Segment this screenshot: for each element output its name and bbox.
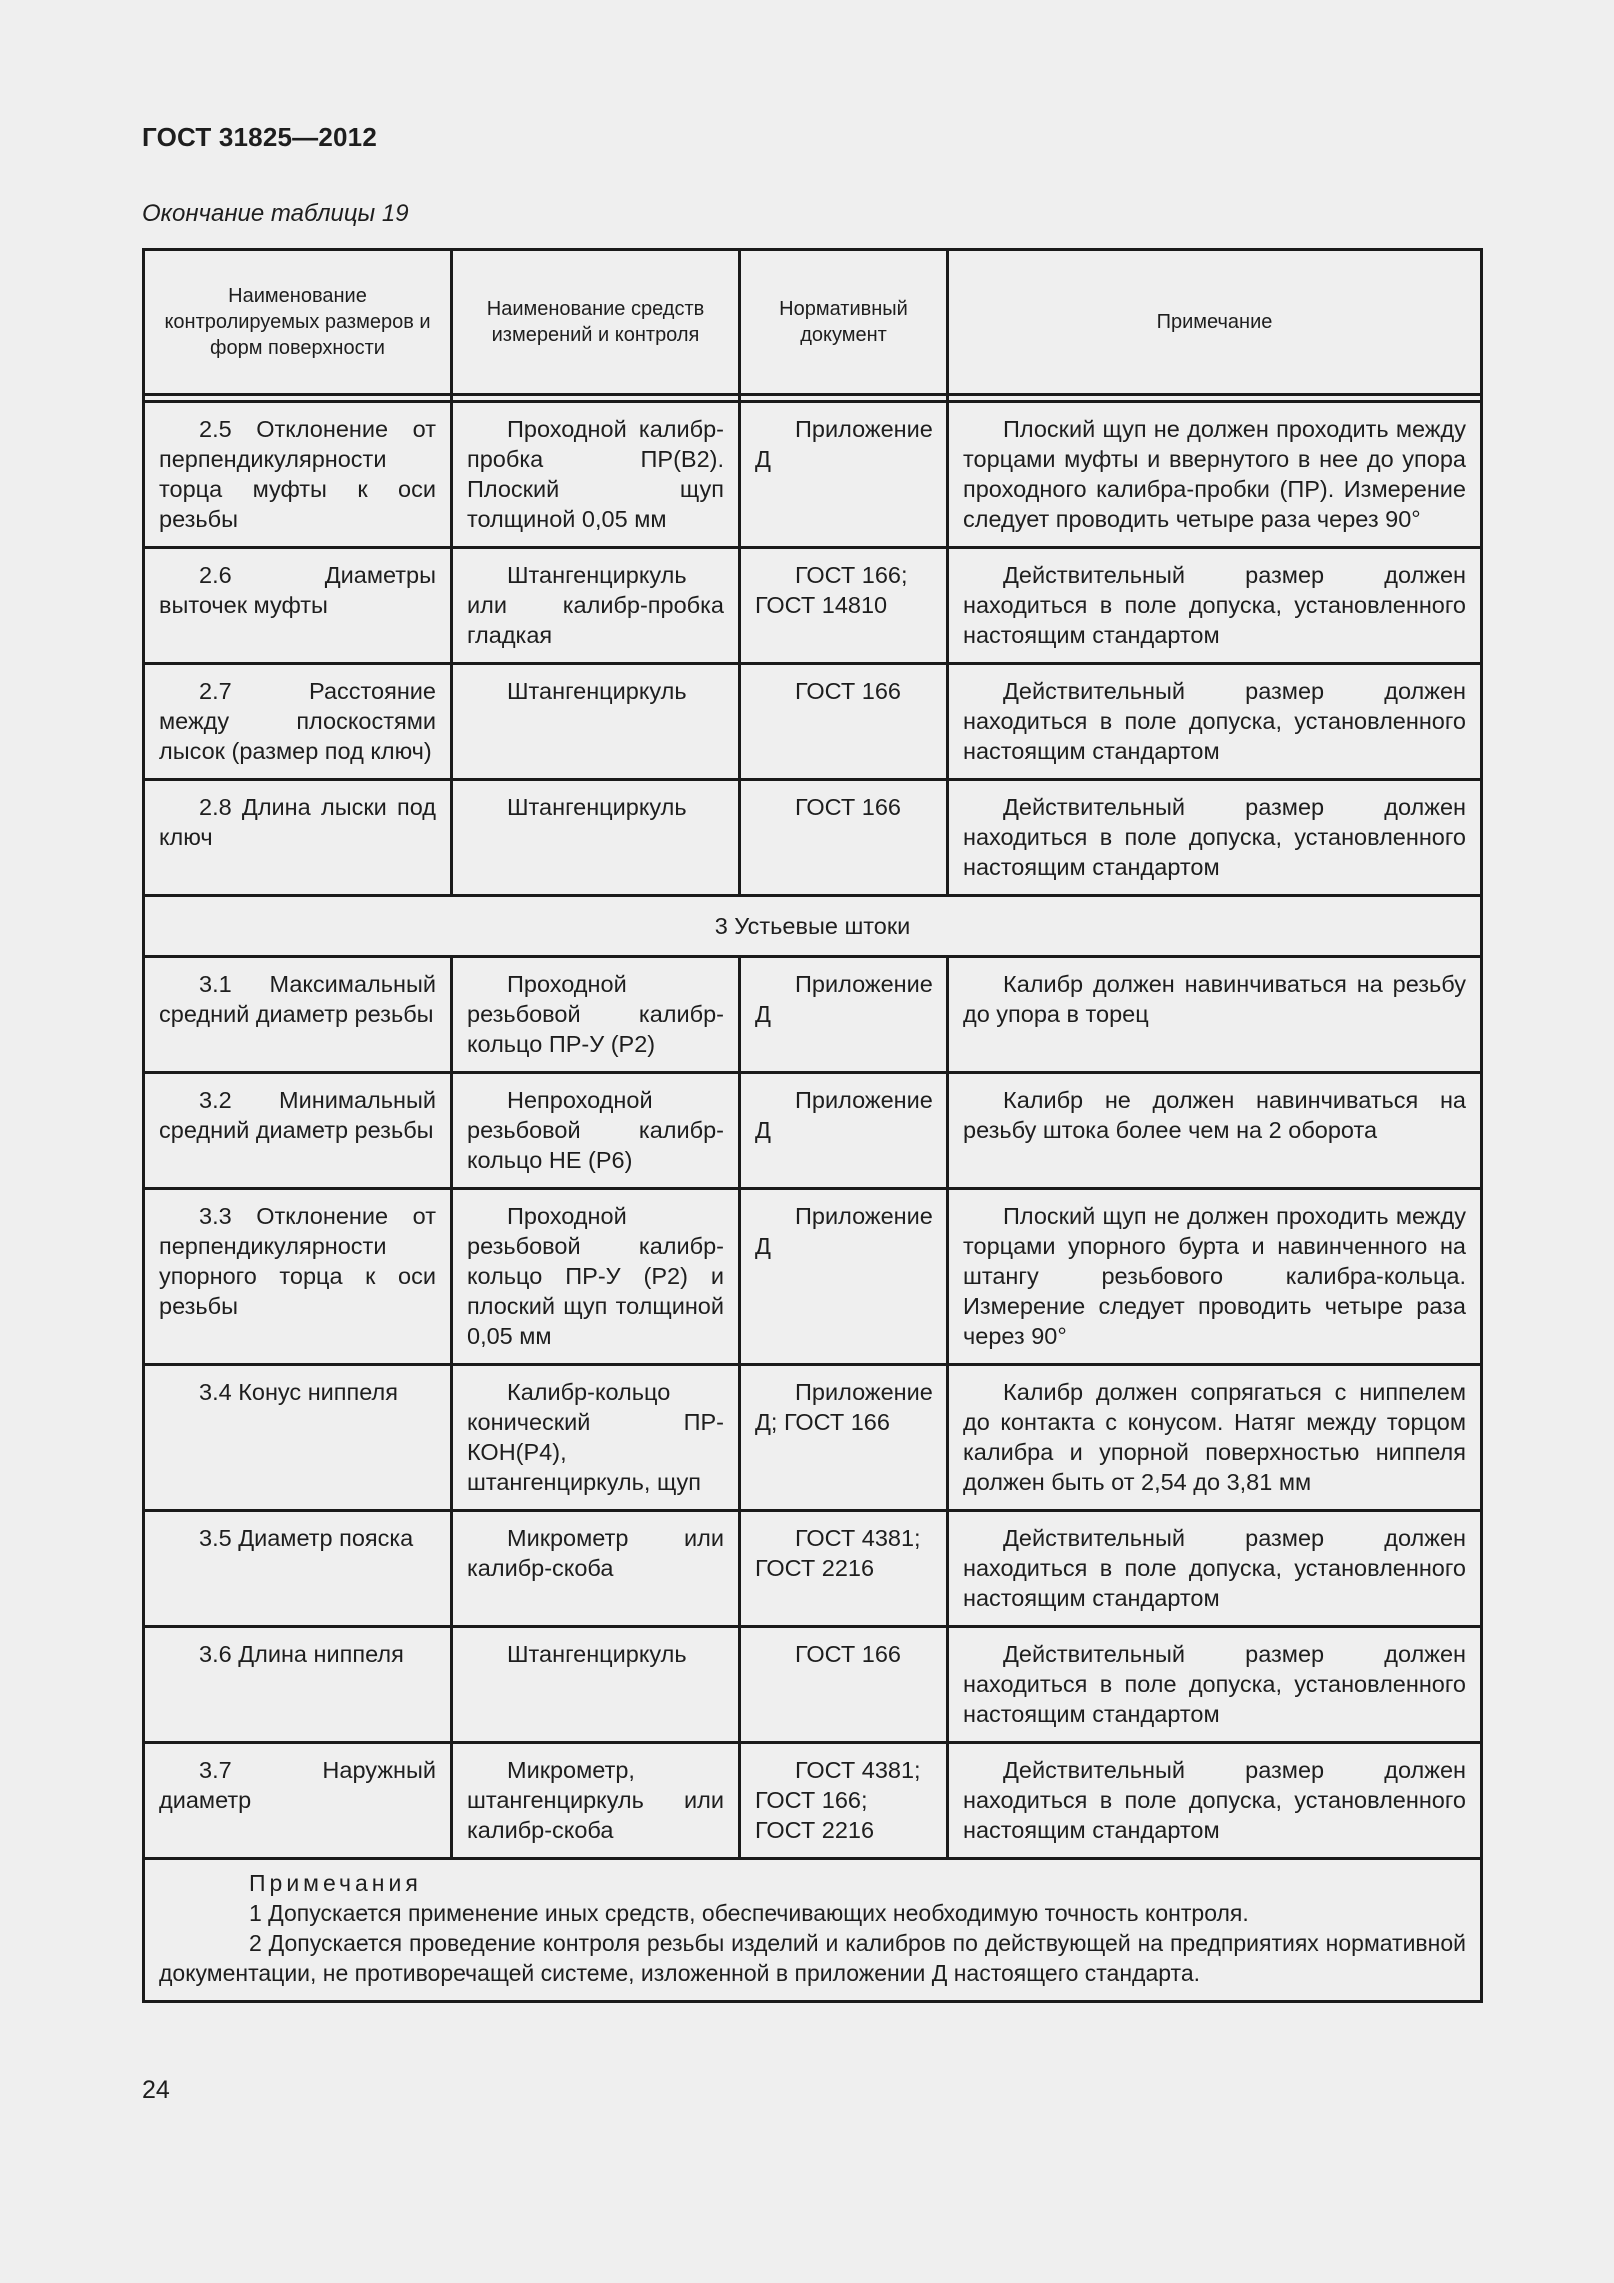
table-row xyxy=(144,957,1482,1073)
cell-dimension-name: 2.7 Расстояние между плоскостями лысок (размер под ключ) xyxy=(144,664,452,780)
cell-note: Действительный размер должен находиться в поле допуска, установленного настоящим стандартом xyxy=(948,548,1482,664)
cell-dimension-name: 2.8 Длина лыски под ключ xyxy=(144,780,452,896)
cell-note: Плоский щуп не должен проходить между торцами муфты и ввернутого в нее до упора проходного калибра-пробки (ПР). Измерение следует проводить четыре раза через 90° xyxy=(948,402,1482,548)
table-row xyxy=(144,1073,1482,1189)
table-body-section-3 xyxy=(144,957,1482,1859)
cell-dimension-name: 3.4 Конус ниппеля xyxy=(144,1365,452,1511)
notes-cell xyxy=(144,1859,1482,2002)
cell-normative-document: Приложение Д xyxy=(740,1073,948,1189)
cell-note: Действительный размер должен находиться в поле допуска, установленного настоящим стандартом xyxy=(948,1511,1482,1627)
cell-dimension-name: 3.2 Минимальный средний диаметр резьбы xyxy=(144,1073,452,1189)
cell-measuring-tool: Проходной резьбовой калибр-кольцо ПР-У (Р2) и плоский щуп толщиной 0,05 мм xyxy=(452,1189,740,1365)
column-header-dimension: Наименование контролируемых размеров и форм поверхности xyxy=(144,250,452,395)
table-body-section-2 xyxy=(144,402,1482,896)
cell-dimension-name: 3.3 Отклонение от перпендикулярности упорного торца к оси резьбы xyxy=(144,1189,452,1365)
cell-normative-document: ГОСТ 166 xyxy=(740,780,948,896)
cell-note: Действительный размер должен находиться в поле допуска, установленного настоящим стандартом xyxy=(948,780,1482,896)
cell-note: Плоский щуп не должен проходить между торцами упорного бурта и навинченного на штангу резьбового калибра-кольца. Измерение следует проводить четыре раза через 90° xyxy=(948,1189,1482,1365)
cell-measuring-tool: Микрометр или калибр-скоба xyxy=(452,1511,740,1627)
section-title: 3 Устьевые штоки xyxy=(144,896,1482,957)
cell-normative-document: Приложение Д xyxy=(740,402,948,548)
cell-dimension-name: 3.7 Наружный диаметр xyxy=(144,1743,452,1859)
cell-note: Калибр не должен навинчиваться на резьбу штока более чем на 2 оборота xyxy=(948,1073,1482,1189)
cell-measuring-tool: Штангенциркуль или калибр-пробка гладкая xyxy=(452,548,740,664)
notes-title: Примечания xyxy=(249,1870,422,1896)
table-header-row xyxy=(144,250,1482,395)
cell-measuring-tool: Штангенциркуль xyxy=(452,780,740,896)
cell-normative-document: ГОСТ 166 xyxy=(740,664,948,780)
cell-measuring-tool: Проходной калибр-пробка ПР(В2). Плоский щуп толщиной 0,05 мм xyxy=(452,402,740,548)
cell-measuring-tool: Штангенциркуль xyxy=(452,1627,740,1743)
table-row xyxy=(144,402,1482,548)
cell-measuring-tool: Проходной резьбовой калибр-кольцо ПР-У (Р2) xyxy=(452,957,740,1073)
column-header-document: Нормативный документ xyxy=(740,250,948,395)
cell-measuring-tool: Калибр-кольцо конический ПР-КОН(Р4), штангенциркуль, щуп xyxy=(452,1365,740,1511)
table-row xyxy=(144,1365,1482,1511)
table-container xyxy=(142,248,1480,2003)
cell-note: Действительный размер должен находиться в поле допуска, установленного настоящим стандартом xyxy=(948,1627,1482,1743)
table-row xyxy=(144,780,1482,896)
separator-cell xyxy=(948,395,1482,402)
cell-dimension-name: 3.6 Длина ниппеля xyxy=(144,1627,452,1743)
section-row xyxy=(144,896,1482,957)
table-row xyxy=(144,1743,1482,1859)
column-header-tools: Наименование средств измерений и контроля xyxy=(452,250,740,395)
table-notes xyxy=(144,1859,1482,2002)
cell-dimension-name: 3.1 Максимальный средний диаметр резьбы xyxy=(144,957,452,1073)
cell-measuring-tool: Непроходной резьбовой калибр-кольцо НЕ (Р6) xyxy=(452,1073,740,1189)
separator-cell xyxy=(144,395,452,402)
cell-normative-document: Приложение Д xyxy=(740,1189,948,1365)
table-caption: Окончание таблицы 19 xyxy=(142,200,409,227)
table-section-header xyxy=(144,896,1482,957)
header-separator xyxy=(144,395,1482,402)
cell-normative-document: ГОСТ 4381; ГОСТ 166; ГОСТ 2216 xyxy=(740,1743,948,1859)
cell-normative-document: ГОСТ 4381; ГОСТ 2216 xyxy=(740,1511,948,1627)
note-item: 1 Допускается применение иных средств, обеспечивающих необходимую точность контроля. xyxy=(249,1900,1249,1926)
cell-dimension-name: 2.5 Отклонение от перпендикулярности торца муфты к оси резьбы xyxy=(144,402,452,548)
table-row xyxy=(144,664,1482,780)
note-item: 2 Допускается проведение контроля резьбы изделий и калибров по действующей на предприятиях нормативной документации, не противоречащей системе, изложенной в приложении Д настоящего стандарта. xyxy=(159,1930,1466,1986)
separator-cell xyxy=(452,395,740,402)
document-header: ГОСТ 31825—2012 xyxy=(142,122,377,152)
cell-note: Калибр должен навинчиваться на резьбу до упора в торец xyxy=(948,957,1482,1073)
separator-cell xyxy=(740,395,948,402)
cell-normative-document: Приложение Д xyxy=(740,957,948,1073)
cell-normative-document: ГОСТ 166; ГОСТ 14810 xyxy=(740,548,948,664)
table-row xyxy=(144,1189,1482,1365)
cell-note: Действительный размер должен находиться в поле допуска, установленного настоящим стандартом xyxy=(948,1743,1482,1859)
notes-row xyxy=(144,1859,1482,2002)
cell-dimension-name: 2.6 Диаметры выточек муфты xyxy=(144,548,452,664)
cell-dimension-name: 3.5 Диаметр пояска xyxy=(144,1511,452,1627)
table-row xyxy=(144,548,1482,664)
table-row xyxy=(144,1627,1482,1743)
page-number: 24 xyxy=(142,2076,170,2104)
table-row xyxy=(144,1511,1482,1627)
cell-note: Действительный размер должен находиться в поле допуска, установленного настоящим стандартом xyxy=(948,664,1482,780)
column-header-note: Примечание xyxy=(948,250,1482,395)
cell-normative-document: Приложение Д; ГОСТ 166 xyxy=(740,1365,948,1511)
cell-normative-document: ГОСТ 166 xyxy=(740,1627,948,1743)
cell-note: Калибр должен сопрягаться с ниппелем до контакта с конусом. Натяг между торцом калибра и упорной поверхностью ниппеля должен быть от 2,54 до 3,81 мм xyxy=(948,1365,1482,1511)
cell-measuring-tool: Штангенциркуль xyxy=(452,664,740,780)
cell-measuring-tool: Микрометр, штангенциркуль или калибр-скоба xyxy=(452,1743,740,1859)
measurement-table xyxy=(142,248,1483,2003)
